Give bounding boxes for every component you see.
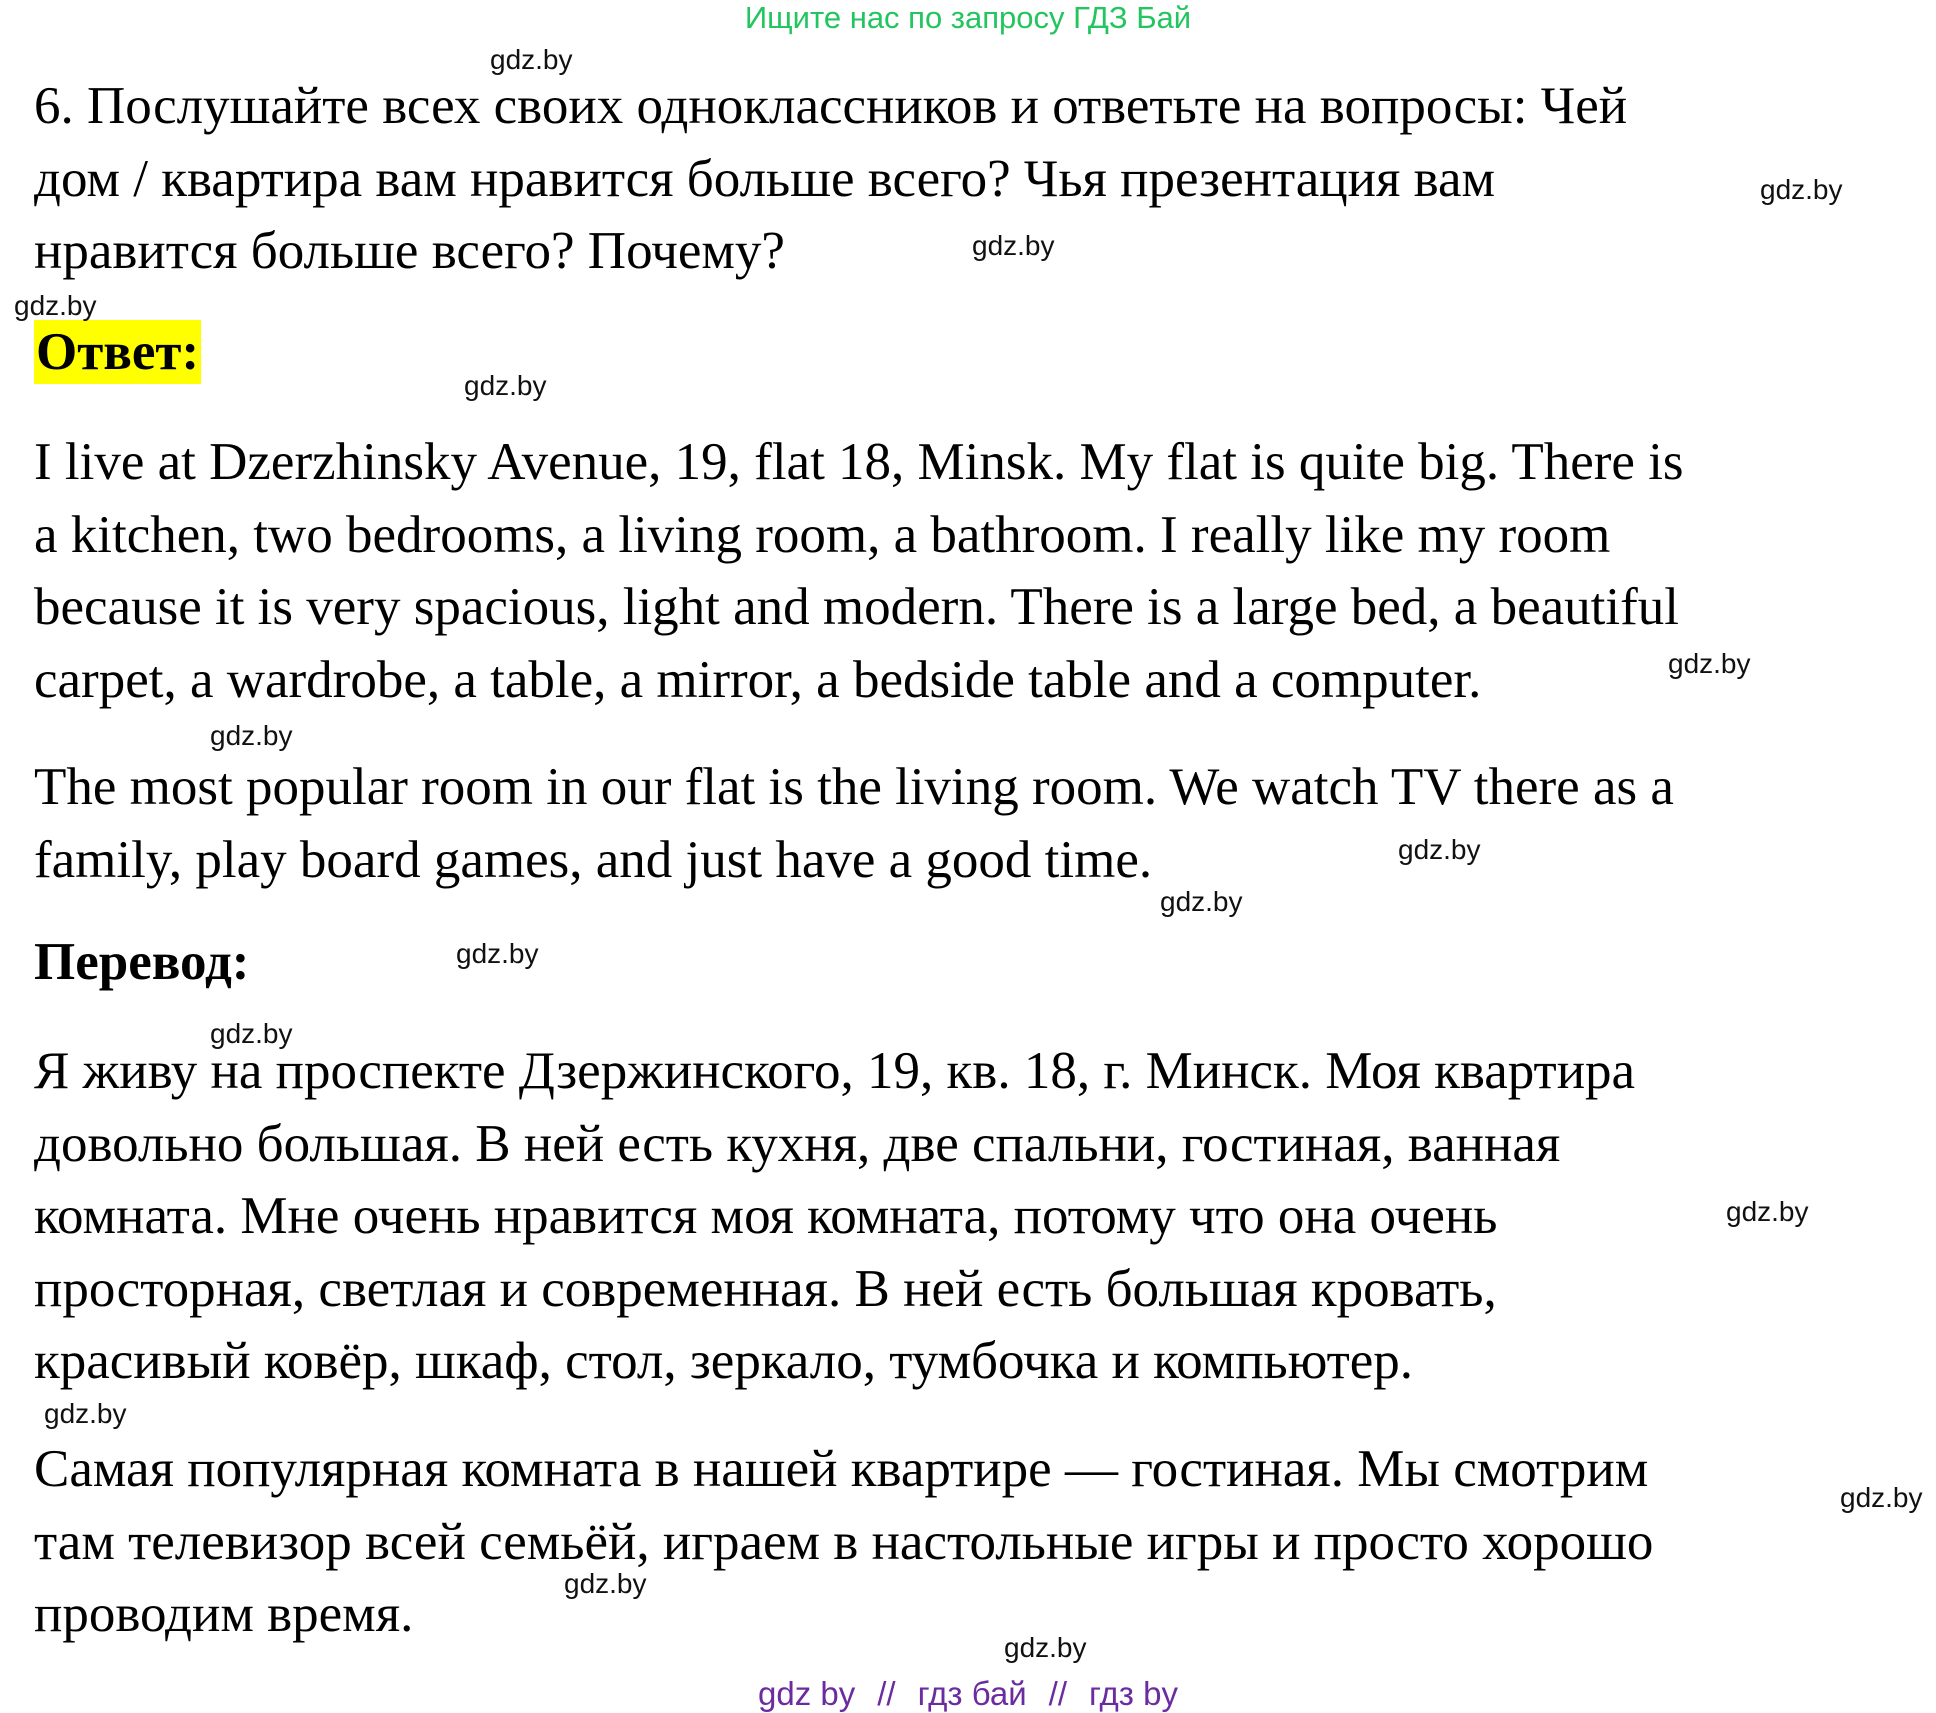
footer-link[interactable]: gdz by — [758, 1675, 856, 1712]
watermark: gdz.by — [44, 1398, 127, 1429]
translation-line: красивый ковёр, шкаф, стол, зеркало, тумбочка и компьютер. — [34, 1332, 1414, 1390]
question-line: дом / квартира вам нравится больше всего? Чья презентация вам — [34, 149, 1496, 208]
translation-line: довольно большая. В ней есть кухня, две спальни, гостиная, ванная — [34, 1114, 1561, 1173]
footer-separator: // — [1048, 1675, 1067, 1712]
footer-links — [0, 1676, 1936, 1712]
translation-line: Самая популярная комната в нашей квартире — гостиная. Мы смотрим — [34, 1440, 1649, 1498]
watermark: gdz.by — [1840, 1482, 1923, 1513]
watermark: gdz.by — [1668, 648, 1751, 679]
watermark: gdz.by — [456, 938, 539, 969]
footer-link[interactable]: гдз by — [1089, 1675, 1178, 1712]
answer-line: a kitchen, two bedrooms, a living room, a bathroom. I really like my room — [34, 505, 1611, 564]
answer-line: I live at Dzerzhinsky Avenue, 19, flat 18, Minsk. My flat is quite big. There is — [34, 433, 1684, 491]
answer-heading: Ответ: — [34, 320, 201, 384]
question-text — [34, 70, 1904, 288]
footer-separator: // — [877, 1675, 896, 1712]
watermark: gdz.by — [210, 1018, 293, 1049]
answer-line: carpet, a wardrobe, a table, a mirror, a bedside table and a computer. — [34, 650, 1482, 709]
translation-line: Я живу на проспекте Дзержинского, 19, кв. 18, г. Минск. Моя квартира — [34, 1042, 1636, 1100]
watermark: gdz.by — [14, 290, 97, 321]
watermark: gdz.by — [1760, 174, 1843, 205]
translation-paragraph-1 — [34, 1035, 1904, 1398]
answer-paragraph-2 — [34, 751, 1904, 896]
answer-line: family, play board games, and just have a good time. — [34, 830, 1153, 889]
answer-paragraph-1 — [34, 426, 1904, 716]
question-line: нравится больше всего? Почему? — [34, 222, 785, 280]
watermark: gdz.by — [210, 720, 293, 751]
translation-line: комната. Мне очень нравится моя комната, потому что она очень — [34, 1187, 1498, 1245]
watermark: gdz.by — [1726, 1196, 1809, 1227]
question-line: 6. Послушайте всех своих одноклассников и ответьте на вопросы: Чей — [34, 77, 1628, 135]
watermark: gdz.by — [972, 230, 1055, 261]
translation-line: проводим время. — [34, 1585, 414, 1643]
translation-paragraph-2 — [34, 1433, 1904, 1651]
watermark: gdz.by — [1004, 1632, 1087, 1663]
answer-line: The most popular room in our flat is the living room. We watch TV there as a — [34, 758, 1674, 816]
top-banner: Ищите нас по запросу ГДЗ Бай — [744, 0, 1192, 35]
translation-line: там телевизор всей семьёй, играем в настольные игры и просто хорошо — [34, 1512, 1654, 1571]
translation-line: просторная, светлая и современная. В ней есть большая кровать, — [34, 1259, 1497, 1318]
watermark: gdz.by — [490, 44, 573, 75]
watermark: gdz.by — [1398, 834, 1481, 865]
translation-heading: Перевод: — [34, 933, 250, 991]
watermark: gdz.by — [564, 1568, 647, 1599]
watermark: gdz.by — [464, 370, 547, 401]
watermark: gdz.by — [1160, 886, 1243, 917]
footer-link[interactable]: гдз бай — [917, 1675, 1027, 1712]
answer-line: because it is very spacious, light and modern. There is a large bed, a beautiful — [34, 578, 1679, 636]
